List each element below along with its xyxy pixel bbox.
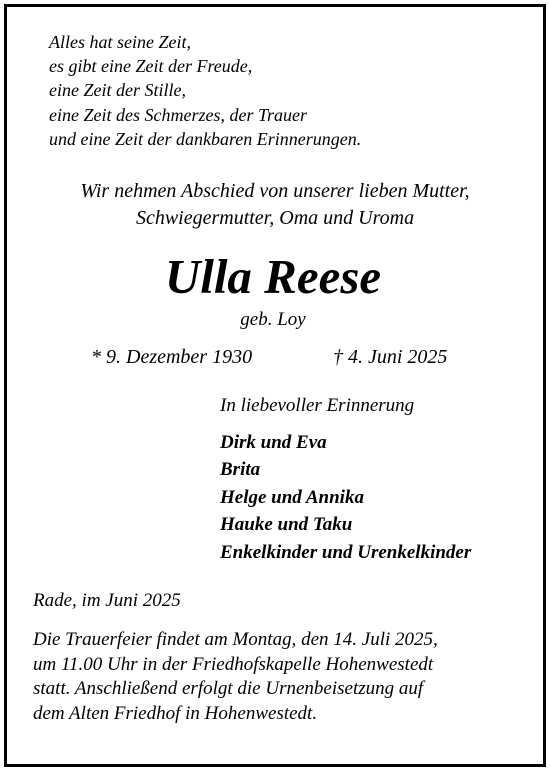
mourner-item: Helge und Annika	[220, 486, 364, 508]
funeral-notice	[33, 628, 438, 726]
poem-line: eine Zeit der Stille,	[49, 80, 186, 101]
birth-date: * 9. Dezember 1930	[91, 346, 253, 368]
farewell-intro	[0, 178, 550, 232]
intro-line: Schwiegermutter, Oma und Uroma	[135, 207, 415, 229]
poem-line: eine Zeit des Schmerzes, der Trauer	[49, 104, 307, 125]
death-date: † 4. Juni 2025	[333, 346, 448, 368]
poem-line: Alles hat seine Zeit,	[49, 32, 191, 52]
poem	[49, 30, 361, 151]
poem-line: und eine Zeit der dankbaren Erinnerungen.	[49, 128, 362, 149]
mourner-item: Brita	[220, 459, 261, 481]
mourner-item: Dirk und Eva	[220, 432, 327, 453]
deceased-name: Ulla Reese	[164, 249, 382, 304]
intro-line: Wir nehmen Abschied von unserer lieben Mutter,	[80, 180, 470, 202]
funeral-line: Die Trauerfeier findet am Montag, den 14. Juli 2025,	[33, 629, 438, 650]
funeral-line: statt. Anschließend erfolgt die Urnenbeisetzung auf	[33, 678, 424, 700]
mourner-item: Enkelkinder und Urenkelkinder	[220, 541, 472, 563]
mourner-item: Hauke und Taku	[220, 514, 353, 536]
funeral-line: dem Alten Friedhof in Hohenwestedt.	[33, 702, 318, 724]
remembrance-line: In liebevoller Erinnerung	[220, 395, 415, 416]
place-date: Rade, im Juni 2025	[33, 590, 181, 611]
poem-line: es gibt eine Zeit der Freude,	[49, 56, 253, 77]
maiden-name: geb. Loy	[240, 309, 306, 330]
funeral-line: um 11.00 Uhr in der Friedhofskapelle Hohenwestedt	[33, 653, 434, 675]
mourners-list	[220, 429, 471, 566]
